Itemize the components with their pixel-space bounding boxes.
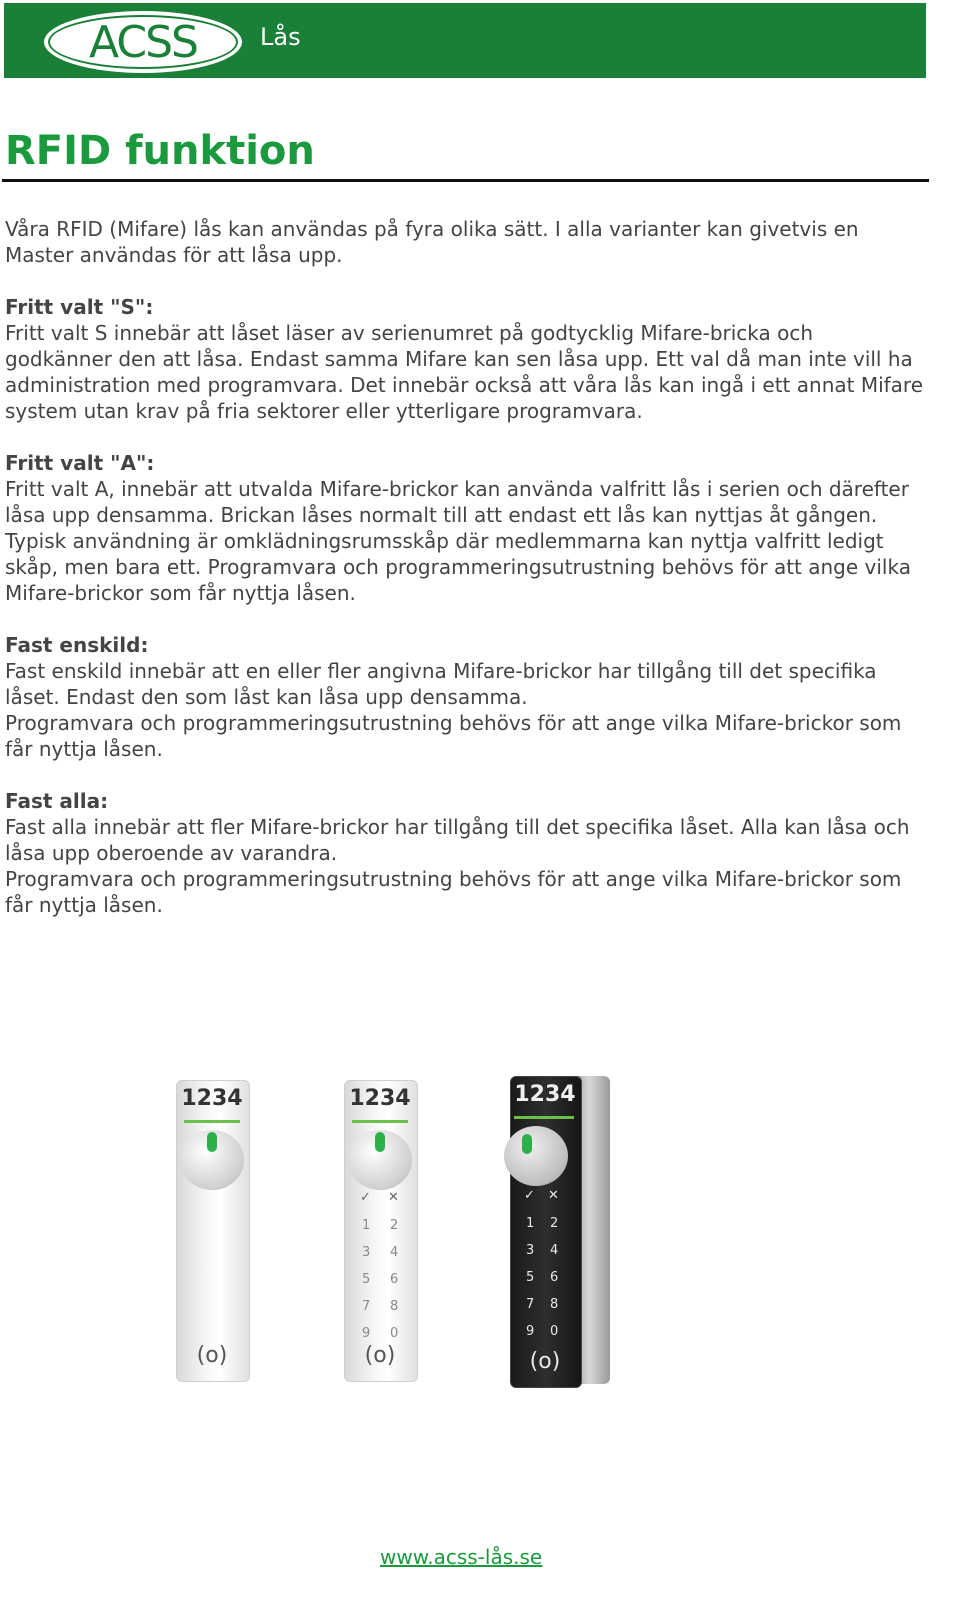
keypad-key-7: 7 (362, 1299, 371, 1314)
keypad-key-0: 0 (550, 1324, 559, 1339)
logo-suffix: Lås (260, 23, 301, 51)
keypad-key-9: 9 (526, 1324, 535, 1339)
keypad-key-cancel: ✕ (388, 1190, 399, 1205)
keypad-key-8: 8 (550, 1297, 559, 1312)
keypad-key-4: 4 (550, 1243, 559, 1258)
keypad-key-5: 5 (526, 1270, 535, 1285)
led-indicator (207, 1132, 217, 1152)
title-divider (2, 179, 929, 182)
keypad-key-1: 1 (526, 1216, 535, 1231)
keypad-key-8: 8 (390, 1299, 399, 1314)
keypad-key-check: ✓ (360, 1190, 371, 1205)
lock-white-basic (176, 1080, 248, 1380)
header-banner (4, 3, 926, 78)
lock-code-label: 1234 (181, 1086, 243, 1111)
section-body: Fritt valt S innebär att låset läser av serienumret på godtycklig Mifare-bricka och godkänner den att låsa. Endast samma Mifare kan sen låsa upp. Ett val då man inte vill ha administration med programvara. Det innebär också att våra lås kan ingå i ett annat Mifare system utan krav på fria sektorer eller ytterligare programvara. (5, 321, 924, 423)
intro-paragraph: Våra RFID (Mifare) lås kan användas på fyra olika sätt. I alla varianter kan givetvis en Master användas för att låsa upp. (5, 217, 859, 267)
section-heading: Fast enskild: (5, 633, 149, 657)
keypad-key-9: 9 (362, 1326, 371, 1341)
section-heading: Fast alla: (5, 789, 109, 813)
section-body-note: Programvara och programmeringsutrustning behövs för att ange vilka Mifare-brickor som får nyttja låsen. (5, 711, 902, 761)
page-title: RFID funktion (5, 128, 315, 174)
status-stripe (514, 1116, 574, 1119)
section-body: Fritt valt A, innebär att utvalda Mifare-brickor kan använda valfritt lås i serien och därefter låsa upp densamma. Brickan låses normalt till att endast ett lås kan nyttjas åt gången. Typisk användning är omklädningsrumsskåp där medlemmarna kan nyttja valfritt ledigt skåp, men bara ett. Programvara och programmeringsutrustning behövs för att ange vilka Mifare-brickor som får nyttja låsen. (5, 477, 911, 605)
lock-code-label: 1234 (349, 1086, 411, 1111)
section-fritt-valt-s (5, 294, 925, 424)
section-body: Fast alla innebär att fler Mifare-brickor har tillgång till det specifika låset. Alla kan låsa och låsa upp oberoende av varandra. (5, 815, 910, 865)
rfid-icon: (o) (196, 1343, 228, 1368)
keypad-key-3: 3 (362, 1245, 371, 1260)
status-stripe (184, 1120, 240, 1123)
keypad-key-2: 2 (390, 1218, 399, 1233)
section-fritt-valt-a (5, 450, 925, 606)
keypad-key-2: 2 (550, 1216, 559, 1231)
section-fast-enskild (5, 632, 925, 762)
section-body: Fast enskild innebär att en eller fler angivna Mifare-brickor har tillgång till det specifika låset. Endast den som låst kan låsa upp densamma. (5, 659, 877, 709)
lock-knob (504, 1126, 568, 1186)
main-content (5, 216, 925, 918)
keypad-key-4: 4 (390, 1245, 399, 1260)
keypad-key-7: 7 (526, 1297, 535, 1312)
lock-code-label: 1234 (514, 1082, 576, 1107)
keypad-key-0: 0 (390, 1326, 399, 1341)
keypad-key-check: ✓ (524, 1188, 535, 1203)
keypad-key-6: 6 (550, 1270, 559, 1285)
status-stripe (352, 1120, 408, 1123)
acss-logo[interactable] (44, 11, 242, 73)
logo-text: ACSS (89, 16, 197, 68)
section-body-note: Programvara och programmeringsutrustning behövs för att ange vilka Mifare-brickor som får nyttja låsen. (5, 867, 902, 917)
section-heading: Fritt valt "S": (5, 295, 154, 319)
section-heading: Fritt valt "A": (5, 451, 155, 475)
lock-black-keypad (510, 1076, 614, 1386)
website-link[interactable]: www.acss-lås.se (380, 1545, 543, 1569)
rfid-icon: (o) (529, 1349, 561, 1374)
rfid-icon: (o) (364, 1343, 396, 1368)
product-images (160, 1070, 630, 1400)
section-fast-alla (5, 788, 925, 918)
keypad-key-cancel: ✕ (548, 1188, 559, 1203)
keypad-key-3: 3 (526, 1243, 535, 1258)
keypad-key-6: 6 (390, 1272, 399, 1287)
keypad-key-5: 5 (362, 1272, 371, 1287)
keypad-key-1: 1 (362, 1218, 371, 1233)
led-indicator (375, 1132, 385, 1152)
led-indicator (522, 1134, 532, 1154)
lock-white-keypad (344, 1080, 416, 1380)
